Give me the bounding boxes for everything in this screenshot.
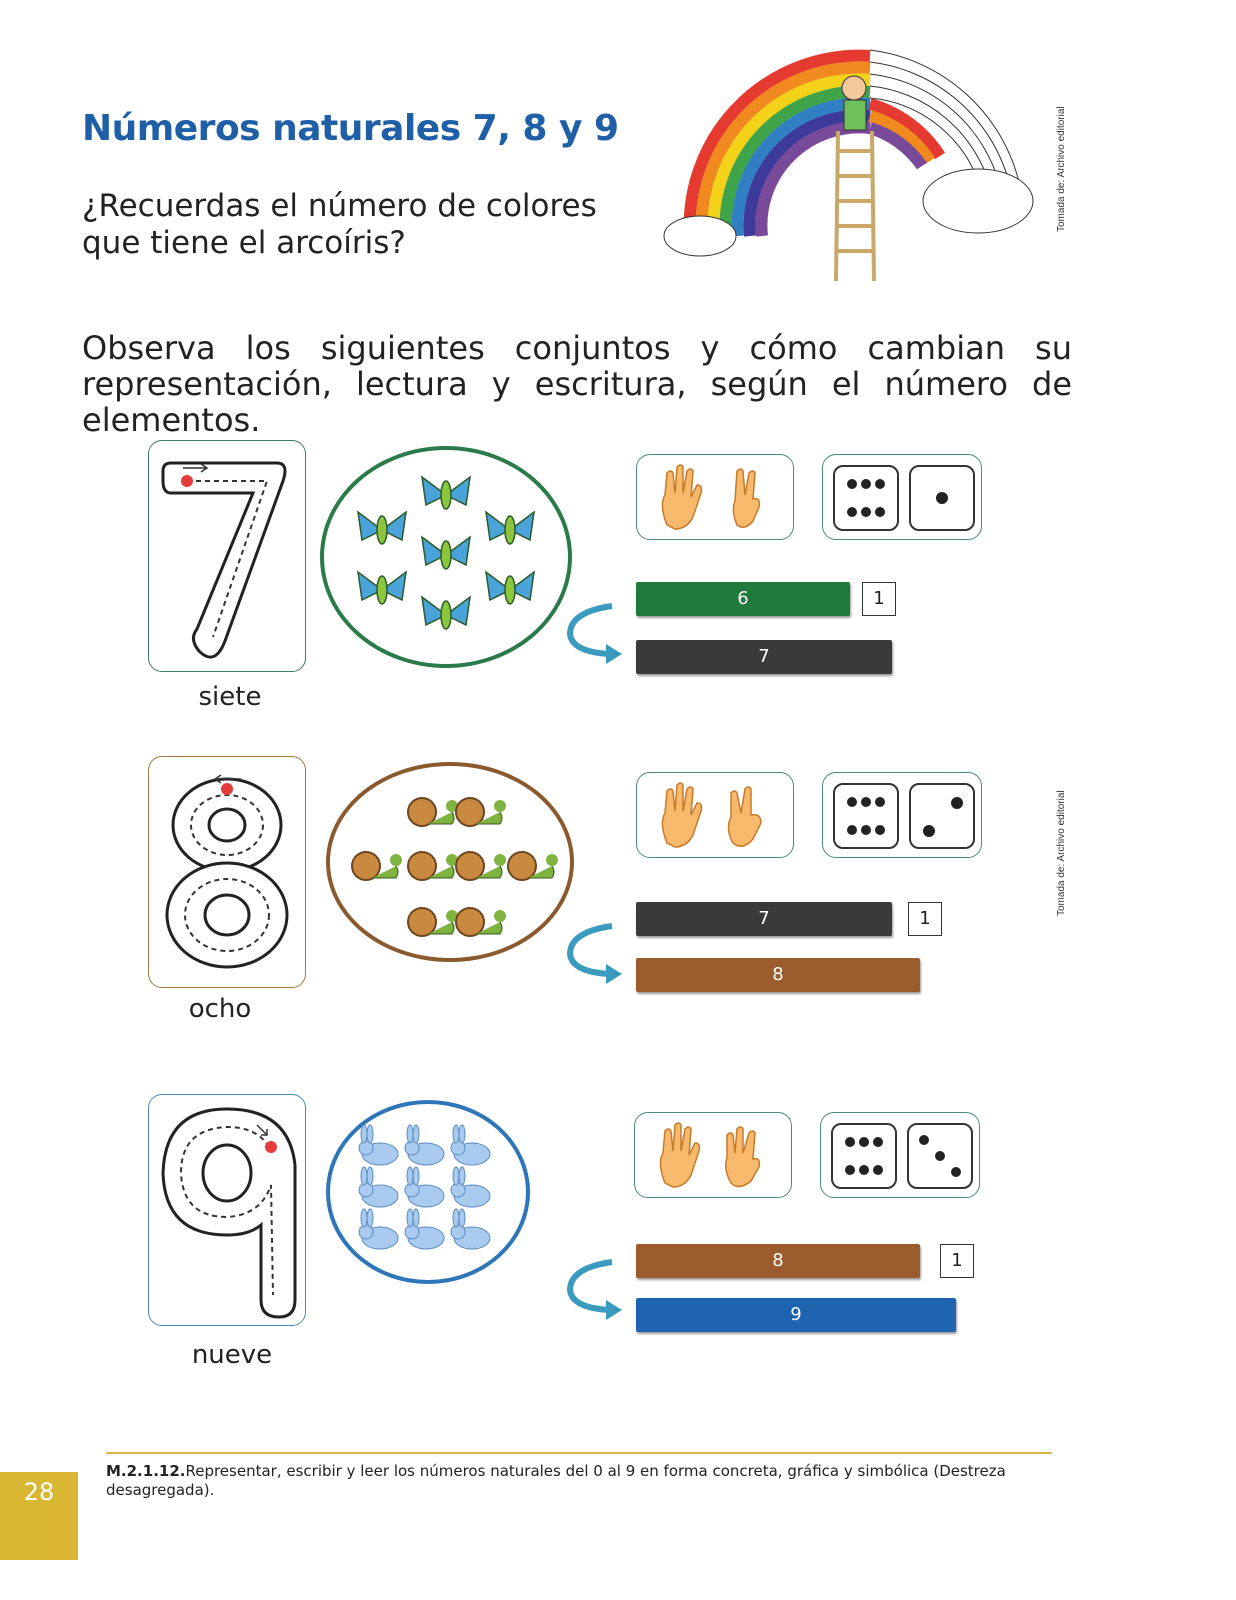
hands-icon: [637, 455, 793, 539]
arrow-icon: [560, 598, 630, 668]
rod-top: 8: [636, 1244, 920, 1278]
page-number: 28: [0, 1472, 78, 1560]
rod-top: 6: [636, 582, 850, 616]
snail-icon: [330, 766, 570, 958]
arrow-icon: [560, 1254, 630, 1324]
hands-card-8: [636, 772, 794, 858]
question-text: ¿Recuerdas el número de colores que tiene el arcoíris?: [82, 188, 597, 261]
rod-bottom: 8: [636, 958, 920, 992]
set-snails: [326, 762, 574, 962]
page-title: Números naturales 7, 8 y 9: [82, 108, 619, 149]
die-six: [833, 465, 899, 531]
rod-top: 7: [636, 902, 892, 936]
digit-card-7: [148, 440, 306, 672]
image-credit: Tomada de: Archivo editorial: [1056, 106, 1067, 232]
unit-cube: 1: [940, 1244, 974, 1278]
rainbow-illustration: [660, 36, 1050, 286]
die-six: [833, 783, 899, 849]
dice-card-7: [822, 454, 982, 540]
die-two: [909, 783, 975, 849]
hands-card-9: [634, 1112, 792, 1198]
dice-card-9: [820, 1112, 980, 1198]
digit-card-8: [148, 756, 306, 988]
rod-bottom: 7: [636, 640, 892, 674]
digit-trace-9: [149, 1095, 305, 1325]
set-rabbits: [326, 1100, 530, 1284]
instruction-text: Observa los siguientes conjuntos y cómo cambian su representación, lectura y escritura, según el número de elementos.: [82, 329, 1072, 439]
footer-divider: [106, 1452, 1052, 1454]
number-word: siete: [198, 682, 262, 712]
image-credit: Tomada de: Archivo editorial: [1056, 790, 1067, 916]
skill-description: Representar, escribir y leer los números naturales del 0 al 9 en forma concreta, gráfica y simbólica (Destreza desagregada).: [106, 1462, 1006, 1499]
number-word: ocho: [188, 994, 252, 1024]
number-word: nueve: [191, 1340, 273, 1370]
hands-icon: [635, 1113, 791, 1197]
digit-card-9: [148, 1094, 306, 1326]
butterfly-icon: [324, 450, 568, 664]
die-three: [907, 1123, 973, 1189]
rod-bottom: 9: [636, 1298, 956, 1332]
dice-card-8: [822, 772, 982, 858]
footer-skill: [106, 1462, 1026, 1500]
arrow-icon: [560, 918, 630, 988]
die-one: [909, 465, 975, 531]
digit-trace-7: [149, 441, 305, 671]
digit-trace-8: [149, 757, 305, 987]
unit-cube: 1: [908, 902, 942, 936]
hands-icon: [637, 773, 793, 857]
hands-card-7: [636, 454, 794, 540]
die-six: [831, 1123, 897, 1189]
rabbit-icon: [330, 1104, 526, 1280]
set-butterflies: [320, 446, 572, 668]
skill-code: M.2.1.12.: [106, 1462, 186, 1480]
unit-cube: 1: [862, 582, 896, 616]
